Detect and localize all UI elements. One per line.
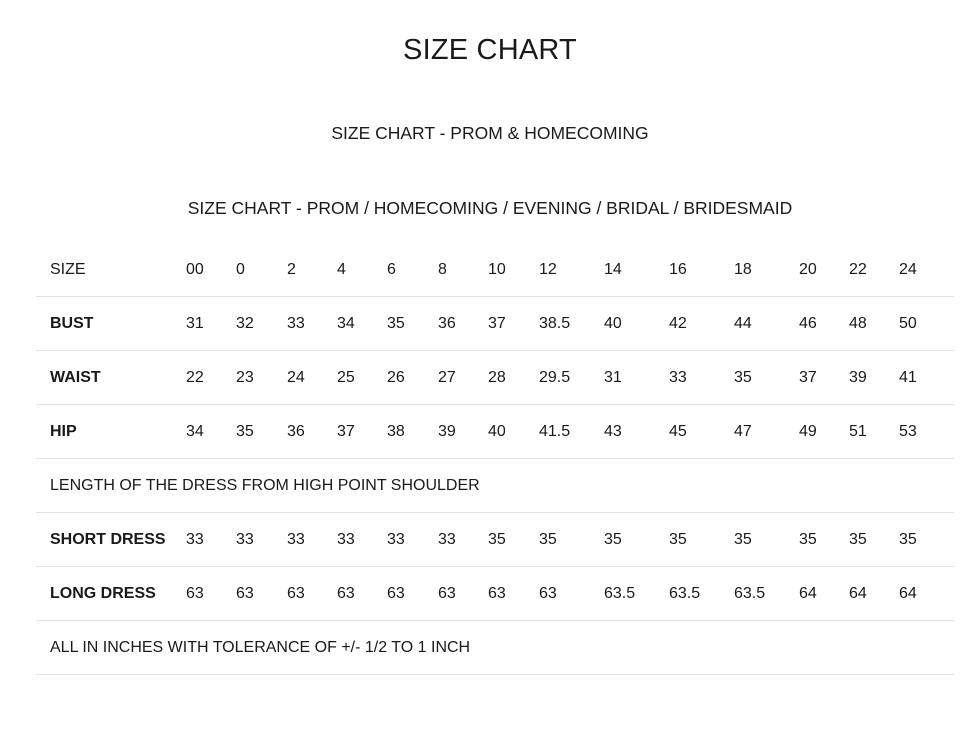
size-cell: 18 bbox=[734, 243, 799, 297]
size-cell: 22 bbox=[849, 243, 899, 297]
waist-row bbox=[36, 351, 954, 405]
measurement-cell: 33 bbox=[337, 513, 387, 567]
measurement-cell: 51 bbox=[849, 405, 899, 459]
row-label: HIP bbox=[36, 405, 186, 459]
measurement-cell: 33 bbox=[669, 351, 734, 405]
measurement-cell: 63 bbox=[539, 567, 604, 621]
size-cell: 4 bbox=[337, 243, 387, 297]
length-note: LENGTH OF THE DRESS FROM HIGH POINT SHOULDER bbox=[36, 459, 954, 513]
measurement-cell: 63 bbox=[337, 567, 387, 621]
size-cell: 0 bbox=[236, 243, 287, 297]
size-cell: 12 bbox=[539, 243, 604, 297]
size-cell: 00 bbox=[186, 243, 236, 297]
size-chart-table bbox=[36, 243, 954, 675]
size-cell: 6 bbox=[387, 243, 438, 297]
section-subtitle-all: SIZE CHART - PROM / HOMECOMING / EVENING / BRIDAL / BRIDESMAID bbox=[187, 198, 793, 218]
measurement-cell: 64 bbox=[799, 567, 849, 621]
size-header-row bbox=[36, 243, 954, 297]
measurement-cell: 38 bbox=[387, 405, 438, 459]
measurement-cell: 33 bbox=[186, 513, 236, 567]
measurement-cell: 29.5 bbox=[539, 351, 604, 405]
measurement-cell: 44 bbox=[734, 297, 799, 351]
tolerance-note: ALL IN INCHES WITH TOLERANCE OF +/- 1/2 TO 1 INCH bbox=[36, 621, 954, 675]
measurement-cell: 35 bbox=[849, 513, 899, 567]
measurement-cell: 35 bbox=[387, 297, 438, 351]
measurement-cell: 27 bbox=[438, 351, 488, 405]
measurement-cell: 63.5 bbox=[669, 567, 734, 621]
measurement-cell: 46 bbox=[799, 297, 849, 351]
measurement-cell: 35 bbox=[669, 513, 734, 567]
size-cell: 2 bbox=[287, 243, 337, 297]
row-label: WAIST bbox=[36, 351, 186, 405]
measurement-cell: 48 bbox=[849, 297, 899, 351]
short-dress-row bbox=[36, 513, 954, 567]
measurement-cell: 33 bbox=[287, 297, 337, 351]
measurement-cell: 28 bbox=[488, 351, 539, 405]
row-label: SHORT DRESS bbox=[36, 513, 186, 567]
measurement-cell: 35 bbox=[734, 513, 799, 567]
long-dress-row bbox=[36, 567, 954, 621]
hip-row bbox=[36, 405, 954, 459]
size-header-label: SIZE bbox=[36, 243, 186, 297]
measurement-cell: 33 bbox=[438, 513, 488, 567]
measurement-cell: 35 bbox=[899, 513, 954, 567]
measurement-cell: 41 bbox=[899, 351, 954, 405]
measurement-cell: 37 bbox=[337, 405, 387, 459]
measurement-cell: 39 bbox=[849, 351, 899, 405]
measurement-cell: 63 bbox=[186, 567, 236, 621]
measurement-cell: 40 bbox=[488, 405, 539, 459]
size-cell: 20 bbox=[799, 243, 849, 297]
measurement-cell: 63.5 bbox=[604, 567, 669, 621]
measurement-cell: 64 bbox=[899, 567, 954, 621]
measurement-cell: 43 bbox=[604, 405, 669, 459]
row-label: LONG DRESS bbox=[36, 567, 186, 621]
measurement-cell: 36 bbox=[438, 297, 488, 351]
size-cell: 24 bbox=[899, 243, 954, 297]
measurement-cell: 63 bbox=[236, 567, 287, 621]
measurement-cell: 35 bbox=[734, 351, 799, 405]
size-cell: 8 bbox=[438, 243, 488, 297]
length-note-row bbox=[36, 459, 954, 513]
measurement-cell: 31 bbox=[186, 297, 236, 351]
measurement-cell: 50 bbox=[899, 297, 954, 351]
measurement-cell: 22 bbox=[186, 351, 236, 405]
measurement-cell: 35 bbox=[799, 513, 849, 567]
measurement-cell: 33 bbox=[236, 513, 287, 567]
measurement-cell: 63.5 bbox=[734, 567, 799, 621]
measurement-cell: 35 bbox=[539, 513, 604, 567]
bust-row bbox=[36, 297, 954, 351]
measurement-cell: 35 bbox=[236, 405, 287, 459]
measurement-cell: 45 bbox=[669, 405, 734, 459]
section-subtitle-prom: SIZE CHART - PROM & HOMECOMING bbox=[331, 123, 649, 143]
measurement-cell: 63 bbox=[488, 567, 539, 621]
measurement-cell: 23 bbox=[236, 351, 287, 405]
measurement-cell: 34 bbox=[186, 405, 236, 459]
tolerance-note-row bbox=[36, 621, 954, 675]
measurement-cell: 32 bbox=[236, 297, 287, 351]
measurement-cell: 39 bbox=[438, 405, 488, 459]
size-cell: 16 bbox=[669, 243, 734, 297]
measurement-cell: 37 bbox=[488, 297, 539, 351]
measurement-cell: 37 bbox=[799, 351, 849, 405]
measurement-cell: 38.5 bbox=[539, 297, 604, 351]
measurement-cell: 34 bbox=[337, 297, 387, 351]
measurement-cell: 47 bbox=[734, 405, 799, 459]
measurement-cell: 25 bbox=[337, 351, 387, 405]
measurement-cell: 31 bbox=[604, 351, 669, 405]
measurement-cell: 35 bbox=[604, 513, 669, 567]
measurement-cell: 49 bbox=[799, 405, 849, 459]
measurement-cell: 53 bbox=[899, 405, 954, 459]
row-label: BUST bbox=[36, 297, 186, 351]
measurement-cell: 63 bbox=[438, 567, 488, 621]
measurement-cell: 40 bbox=[604, 297, 669, 351]
measurement-cell: 33 bbox=[287, 513, 337, 567]
measurement-cell: 33 bbox=[387, 513, 438, 567]
measurement-cell: 63 bbox=[287, 567, 337, 621]
measurement-cell: 42 bbox=[669, 297, 734, 351]
measurement-cell: 24 bbox=[287, 351, 337, 405]
measurement-cell: 63 bbox=[387, 567, 438, 621]
measurement-cell: 35 bbox=[488, 513, 539, 567]
size-cell: 10 bbox=[488, 243, 539, 297]
measurement-cell: 26 bbox=[387, 351, 438, 405]
size-cell: 14 bbox=[604, 243, 669, 297]
measurement-cell: 36 bbox=[287, 405, 337, 459]
measurement-cell: 41.5 bbox=[539, 405, 604, 459]
page-title: SIZE CHART bbox=[403, 34, 577, 66]
measurement-cell: 64 bbox=[849, 567, 899, 621]
